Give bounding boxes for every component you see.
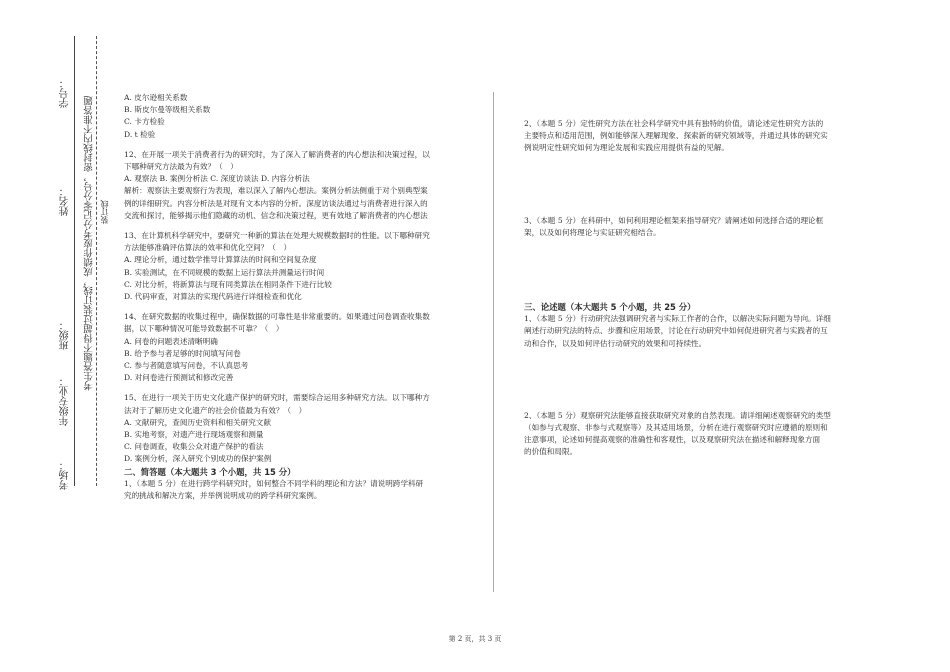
question-line: B. 斯皮尔曼等级相关系数 [124, 105, 211, 115]
question-line: 2、（本题 5 分）观察研究法能够直接获取研究对象的自然表现。请详细阐述观察研究的类型 [524, 410, 831, 420]
right-column [524, 118, 904, 459]
question-line: B. 实验测试，在不同规模的数据上运行算法并测量运行时间 [124, 267, 325, 277]
binding-margin [0, 0, 112, 672]
question-line: B. 实地考察，对遗产进行现场观察和测量 [124, 430, 264, 440]
short-answer-q2 [524, 118, 904, 155]
question-line: D. 对问卷进行预测试和修改完善 [124, 373, 234, 383]
question-line: D. t 检验 [124, 129, 156, 139]
exam-room-label: 考场： [60, 460, 71, 490]
question-line: A. 皮尔逊相关系数 [124, 93, 188, 102]
question-line: 动和合作，以及如何评估行动研究的效果和可持续性。 [524, 338, 707, 348]
binding-notice: 考生答题不得超过装订线，成绩作废考分记零分号，密封线内不准答题 [84, 96, 95, 391]
question-line: 方法能够准确评估算法的效率和优化空间？（ ） [124, 243, 292, 253]
section2-title: 二、简答题（本大题共 3 个小题，共 15 分） [124, 466, 296, 477]
seal-line-text: 装订线 [100, 200, 109, 224]
question-line: A. 文献研究，查阅历史资料和相关研究文献 [124, 417, 271, 427]
question-line: B. 给予参与者足够的时间填写问卷 [124, 348, 241, 358]
question-line: 阐述行动研究法的特点、步骤和应用场景，讨论在行动研究中如何促进研究者与实践者的互 [524, 326, 828, 336]
essay-q1 [524, 313, 904, 350]
question-line: 交流和探讨，能够揭示他们隐藏的动机、信念和决策过程，更有效地了解消费者的内心想法 [124, 210, 428, 220]
student-name-label: 姓名： [60, 186, 71, 216]
question-line: 1、（本题 5 分）行动研究法强调研究者与实际工作者的合作，以解决实际问题为导向。详细 [524, 314, 831, 324]
short-answer-q3 [524, 215, 904, 239]
question-line: 据，以下哪种情况可能导致数据不可靠？（ ） [124, 324, 284, 334]
question-line: 主要特点和适用范围，例如能够深入理解现象、探索新的研究领域等，并通过具体的研究实 [524, 131, 828, 141]
question-line: A. 问卷的问题表述清晰明确 [124, 336, 218, 346]
question-line [124, 222, 484, 230]
question-line: C. 对比分析，将新算法与现有同类算法在相同条件下进行比较 [124, 279, 332, 289]
question-line: 2、（本题 5 分）定性研究方法在社会科学研究中具有独特的价值，请论述定性研究方法的 [524, 119, 824, 128]
question-line: 的价值和局限。 [524, 447, 578, 457]
question-line: D. 代码审查，对算法的实现代码进行详细检查和优化 [124, 292, 302, 302]
question-line: 法对于了解历史文化遗产的社会价值最为有效？（ ） [124, 405, 307, 415]
question-line: 12、在开展一项关于消费者行为的研究时，为了深入了解消费者的内心想法和决策过程，以 [124, 149, 430, 159]
question-line [124, 303, 484, 311]
major-label: 年级专业： [60, 376, 71, 426]
question-line: 13、在计算机科学研究中，要研究一种新的算法在处理大规模数据时的性能。以下哪种研究 [124, 231, 430, 241]
question-line: 1、（本题 5 分）在进行跨学科研究时，如何整合不同学科的理论和方法？请说明跨学科研 [124, 478, 424, 488]
section2-question [124, 478, 484, 502]
question-line: A. 理论分析，通过数学推导计算算法的时间和空间复杂度 [124, 255, 317, 265]
question-line: 注意事项，论述如何提高观察的准确性和客观性，以及观察研究法在描述和解释现象方面 [524, 435, 821, 445]
section3-title: 三、论述题（本大题共 5 个小题，共 25 分） [524, 302, 696, 313]
question-line: 下哪种研究方法最为有效？（ ） [124, 162, 238, 172]
question-line: 解析：观察法主要观察行为表现，难以深入了解内心想法。案例分析法侧重于对个别典型案 [124, 186, 428, 196]
question-line: C. 问卷调查，收集公众对遗产保护的看法 [124, 442, 264, 452]
left-column [124, 92, 484, 502]
question-line: 例的详细研究。内容分析法是对现有文本内容的分析。深度访谈法通过与消费者进行深入的 [124, 198, 428, 208]
question-line: 3、（本题 5 分）在科研中，如何利用理论框架来指导研究？请阐述如何选择合适的理论框 [524, 215, 824, 225]
question-line: 究的挑战和解决方案，并举例说明成功的跨学科研究案例。 [124, 491, 322, 501]
page-footer: 第 2 页，共 3 页 [448, 635, 502, 643]
question-line: A. 观察法 B. 案例分析法 C. 深度访谈法 D. 内容分析法 [124, 174, 310, 184]
question-line: （如参与式观察、非参与式观察等）及其适用场景，分析在进行观察研究时应遵循的原则和 [524, 423, 828, 433]
left-question-list [124, 92, 484, 466]
student-id-label: 学号： [60, 78, 71, 108]
question-line: C. 参与者随意填写问卷，不认真思考 [124, 361, 249, 371]
class-label: 班级： [60, 320, 71, 350]
question-line: C. 卡方检验 [124, 117, 165, 127]
question-line: 架，以及如何将理论与实证研究相结合。 [524, 227, 661, 237]
question-line: D. 案例分析，深入研究个别成功的保护案例 [124, 454, 272, 464]
column-divider [493, 92, 494, 592]
essay-q2 [524, 410, 904, 459]
cut-line-inner [74, 36, 75, 486]
question-line [124, 384, 484, 392]
question-line: 15、在进行一项关于历史文化遗产保护的研究时，需要综合运用多种研究方法。以下哪种方 [124, 393, 430, 403]
question-line [124, 141, 484, 149]
question-line: 14、在研究数据的收集过程中，确保数据的可靠性是非常重要的。如果通过问卷调查收集数 [124, 312, 430, 322]
cut-line-outer [96, 36, 97, 486]
question-line: 例说明定性研究如何为理论发展和实践应用提供有益的见解。 [524, 143, 730, 153]
